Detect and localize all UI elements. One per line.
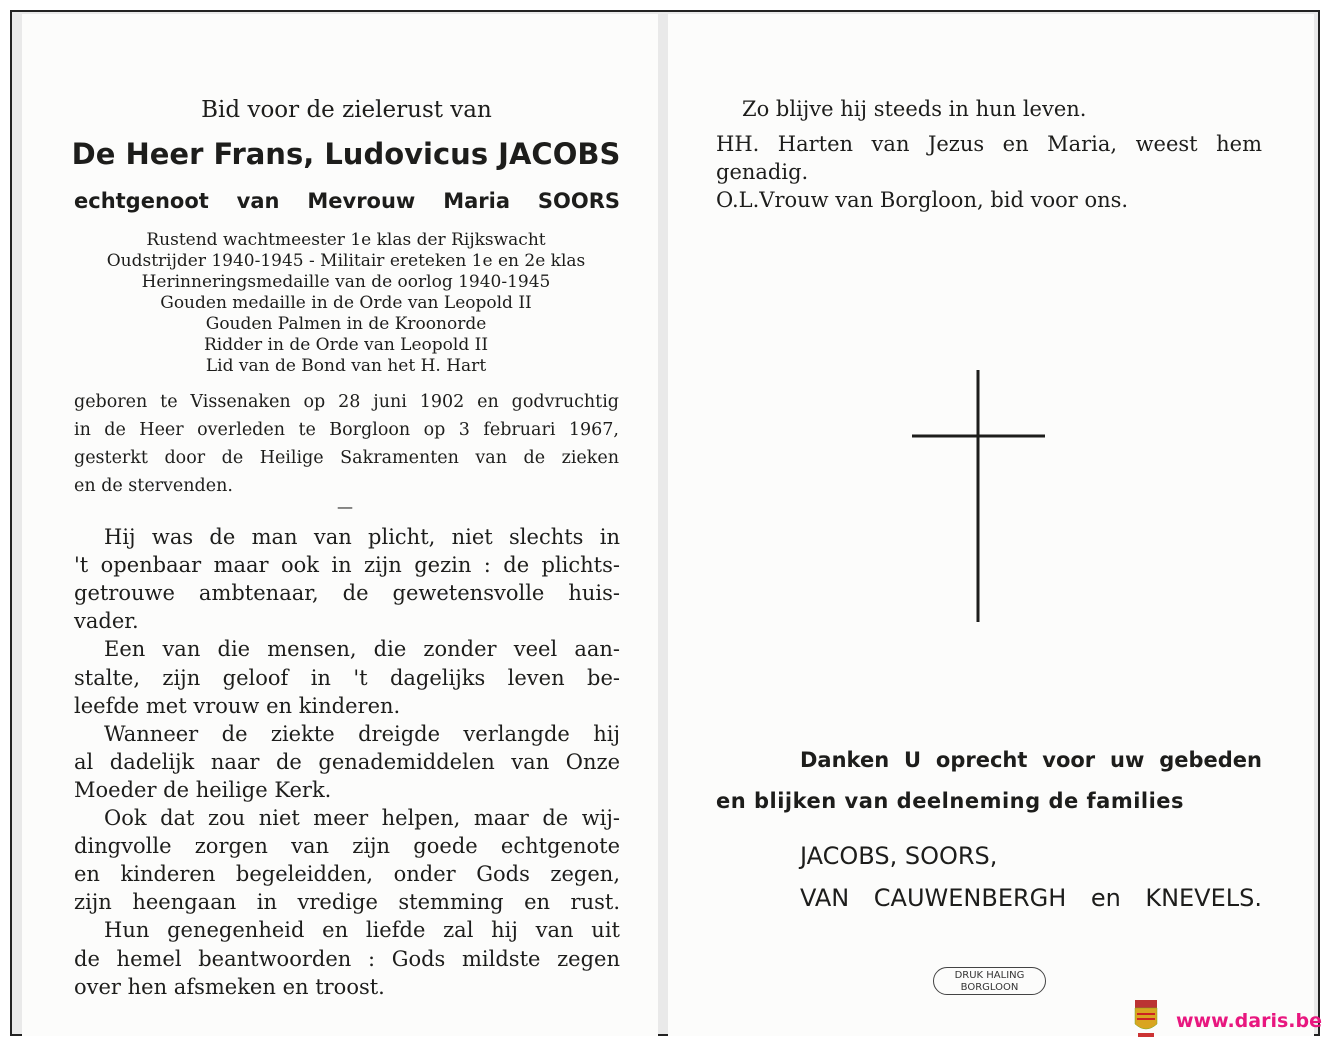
honor-line: Lid van de Bond van het H. Hart: [205, 356, 487, 376]
prayer-line: O.L.Vrouw van Borgloon, bid voor ons.: [716, 188, 1129, 212]
honor-line: Ridder in de Orde van Leopold II: [203, 335, 489, 355]
tribute-line: getrouwe ambtenaar, de gewetensvolle huis-: [74, 581, 620, 606]
intro-text: Bid voor de zielerust van: [201, 97, 492, 123]
watermark-link[interactable]: www.daris.be: [1176, 1010, 1322, 1032]
bio-line: in de Heer overleden te Borgloon op 3 februari 1967,: [74, 420, 619, 440]
tribute-line: Een van die mensen, die zonder veel aan-: [104, 637, 620, 662]
honor-line: Gouden Palmen in de Kroonorde: [205, 314, 487, 334]
deceased-name: De Heer Frans, Ludovicus JACOBS: [71, 137, 621, 171]
coat-of-arms-icon: [1132, 998, 1160, 1038]
thanks-line-1: Danken U oprecht voor uw gebeden: [800, 748, 1262, 772]
tribute-line: vader.: [74, 609, 139, 634]
cross-icon: [905, 368, 1050, 624]
tribute-line: en kinderen begeleidden, onder Gods zegen,: [74, 862, 620, 887]
tribute-line: de hemel beantwoorden : Gods mildste zegen: [74, 946, 620, 971]
tribute-line: Wanneer de ziekte dreigde verlangde hij: [104, 721, 620, 746]
honor-line: Rustend wachtmeester 1e klas der Rijkswacht: [146, 230, 546, 250]
tribute-line: stalte, zijn geloof in 't dagelijks leven be-: [74, 665, 620, 690]
families-line-1: JACOBS, SOORS,: [800, 842, 998, 870]
tribute-line: al dadelijk naar de genademiddelen van Onze: [74, 749, 620, 774]
prayer-line: genadig.: [716, 160, 809, 184]
families-line-2: VAN CAUWENBERGH en KNEVELS.: [800, 884, 1262, 912]
bio-line: geboren te Vissenaken op 28 juni 1902 en godvruchtig: [74, 392, 619, 412]
honor-line: Herinneringsmedaille van de oorlog 1940-1945: [141, 272, 551, 292]
honor-line: Oudstrijder 1940-1945 - Militair ereteken 1e en 2e klas: [106, 251, 586, 271]
printer-stamp: [933, 967, 1046, 995]
separator-dash: —: [337, 497, 353, 516]
tribute-line: 't openbaar maar ook in zijn gezin : de plichts-: [74, 553, 620, 578]
bio-line: en de stervenden.: [74, 476, 233, 496]
printer-city: BORGLOON: [960, 982, 1019, 993]
bio-line: gesterkt door de Heilige Sakramenten van de zieken: [74, 448, 619, 468]
tribute-line: Ook dat zou niet meer helpen, maar de wij-: [104, 806, 620, 830]
prayer-line: Zo blijve hij steeds in hun leven.: [742, 97, 1087, 121]
prayer-line: HH. Harten van Jezus en Maria, weest hem: [716, 132, 1262, 156]
tribute-line: Hun genegenheid en liefde zal hij van uit: [104, 918, 620, 943]
tribute-line: Hij was de man van plicht, niet slechts in: [104, 525, 620, 549]
tribute-line: over hen afsmeken en troost.: [74, 974, 385, 999]
thanks-line-2: en blijken van deelneming de families: [716, 789, 1185, 813]
honor-line: Gouden medaille in de Orde van Leopold II: [160, 293, 532, 313]
tribute-line: Moeder de heilige Kerk.: [74, 777, 332, 802]
tribute-line: leefde met vrouw en kinderen.: [74, 693, 401, 718]
spouse-line: echtgenoot van Mevrouw Maria SOORS: [74, 189, 620, 213]
printer-name: DRUK HALING: [954, 970, 1025, 981]
tribute-line: zijn heengaan in vredige stemming en rust.: [74, 890, 620, 915]
tribute-line: dingvolle zorgen van zijn goede echtgenote: [74, 834, 620, 859]
